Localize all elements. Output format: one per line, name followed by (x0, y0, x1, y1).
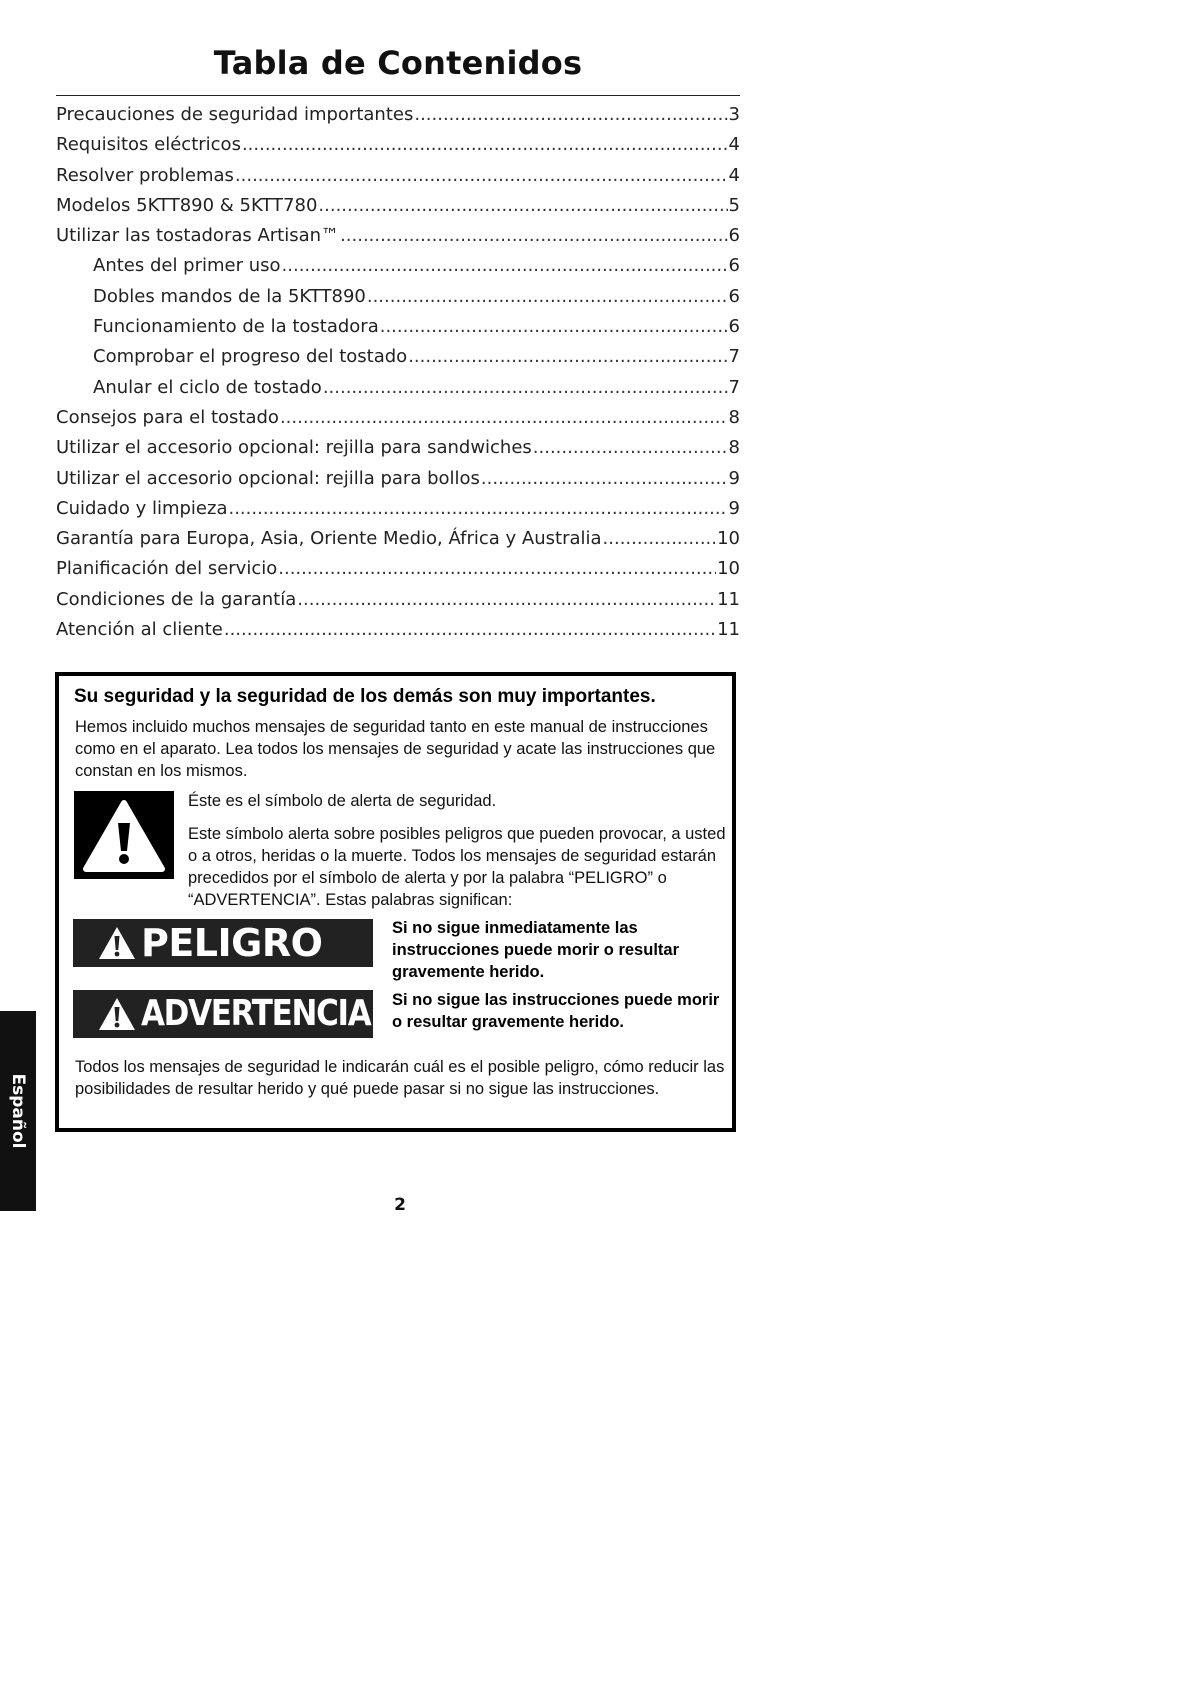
toc-entry-leader (408, 342, 727, 372)
toc-entry (56, 433, 740, 463)
table-of-contents (56, 100, 740, 645)
toc-entry (56, 464, 740, 494)
toc-entry (56, 100, 740, 130)
warning-triangle-icon (97, 996, 137, 1032)
toc-entry (56, 585, 740, 615)
toc-entry-leader (318, 191, 727, 221)
toc-entry-leader (414, 100, 727, 130)
toc-entry-label: Funcionamiento de la tostadora (93, 316, 379, 338)
toc-entry (56, 494, 740, 524)
toc-entry-label: Utilizar el accesorio opcional: rejilla para bollos (56, 467, 480, 489)
toc-entry-leader (603, 524, 717, 554)
toc-entry-label: Planificación del servicio (56, 558, 278, 580)
toc-entry-leader (533, 433, 728, 463)
toc-entry-label: Condiciones de la garantía (56, 588, 297, 610)
toc-entry (56, 221, 740, 251)
toc-entry-label: Precauciones de seguridad importantes (56, 104, 414, 125)
safety-alert-symbol-icon (74, 791, 174, 879)
toc-entry-page: 10 (717, 528, 740, 550)
toc-entry-leader (228, 494, 727, 524)
safety-footer-text: Todos los mensajes de seguridad le indicarán cuál es el posible peligro, cómo reducir las posibilidades de resultar herido y qué puede pasar si no sigue las instrucciones. (75, 1058, 725, 1098)
toc-entry-page: 6 (728, 285, 740, 307)
toc-entry-page: 11 (717, 619, 740, 641)
toc-entry-leader (367, 282, 728, 312)
safety-heading: Su seguridad y la seguridad de los demás son muy importantes. (74, 686, 656, 707)
alert-symbol-description: Este símbolo alerta sobre posibles peligros que pueden provocar, a usted o a otros, heridas o la muerte. Todos los mensajes de seguridad estarán precedidos por el símbolo de alerta y por la palabra “PELIGRO” o “ADVERTENCIA”. Estas palabras significan: (188, 825, 726, 909)
toc-entry (56, 615, 740, 645)
toc-entry-page: 9 (728, 467, 740, 489)
toc-entry-label: Garantía para Europa, Asia, Oriente Medio, África y Australia (56, 528, 602, 550)
toc-entry (56, 161, 740, 191)
toc-entry-page: 8 (728, 437, 740, 459)
toc-entry-label: Requisitos eléctricos (56, 134, 241, 156)
toc-entry-label: Modelos 5KTT890 & 5KTT780 (56, 194, 318, 216)
toc-entry (56, 130, 740, 160)
toc-entry-leader (224, 615, 716, 645)
toc-entry-label: Utilizar las tostadoras Artisan™ (56, 225, 340, 247)
toc-entry-page: 4 (728, 134, 740, 156)
toc-entry-label: Antes del primer uso (93, 255, 281, 277)
alert-symbol-caption: Éste es el símbolo de alerta de seguridad. (188, 792, 497, 810)
toc-entry-label: Dobles mandos de la 5KTT890 (93, 285, 366, 307)
toc-entry-page: 7 (728, 376, 740, 398)
toc-entry-page: 10 (717, 558, 740, 580)
toc-entry-leader (235, 161, 728, 191)
language-tab (0, 1011, 36, 1211)
toc-entry (56, 554, 740, 584)
toc-entry-page: 3 (728, 104, 740, 125)
toc-entry (56, 342, 740, 372)
danger-signal-word: PELIGRO (141, 921, 323, 965)
toc-entry-leader (242, 130, 728, 160)
warning-signal-label (73, 990, 373, 1038)
toc-entry-page: 6 (728, 316, 740, 338)
toc-entry (56, 312, 740, 342)
toc-entry-leader (380, 312, 728, 342)
toc-entry-leader (481, 464, 728, 494)
toc-entry-label: Comprobar el progreso del tostado (93, 346, 408, 368)
toc-entry (56, 403, 740, 433)
warning-triangle-icon (97, 925, 137, 961)
toc-entry-leader (323, 373, 728, 403)
toc-entry-page: 6 (728, 225, 740, 247)
toc-entry-page: 5 (728, 194, 740, 216)
danger-signal-meaning: Si no sigue inmediatamente las instrucciones puede morir o resultar gravemente herido. (392, 919, 679, 981)
danger-signal-label (73, 919, 373, 967)
toc-entry-label: Utilizar el accesorio opcional: rejilla para sandwiches (56, 437, 532, 459)
toc-entry (56, 282, 740, 312)
page-number: 2 (394, 1195, 406, 1215)
toc-entry (56, 373, 740, 403)
toc-entry-leader (280, 403, 728, 433)
toc-entry-page: 4 (728, 164, 740, 186)
toc-entry-page: 8 (728, 406, 740, 428)
toc-entry-page: 6 (728, 255, 740, 277)
toc-entry-label: Anular el ciclo de tostado (93, 376, 322, 398)
toc-entry (56, 191, 740, 221)
toc-entry-leader (340, 221, 727, 251)
toc-entry-leader (282, 251, 728, 281)
toc-entry (56, 251, 740, 281)
toc-entry-label: Resolver problemas (56, 164, 234, 186)
language-tab-label: Español (8, 1073, 28, 1149)
safety-notice-box (55, 672, 736, 1132)
toc-title: Tabla de Contenidos (213, 44, 583, 82)
safety-intro-text: Hemos incluido muchos mensajes de seguridad tanto en este manual de instrucciones como en el aparato. Lea todos los mensajes de seguridad y acate las instrucciones que constan en los mismos. (75, 718, 716, 780)
warning-signal-meaning: Si no sigue las instrucciones puede morir o resultar gravemente herido. (392, 991, 720, 1031)
toc-entry-leader (278, 554, 716, 584)
toc-title-divider (56, 95, 740, 96)
warning-signal-word: ADVERTENCIA (141, 993, 371, 1034)
toc-entry-label: Atención al cliente (56, 619, 223, 641)
toc-entry-page: 9 (728, 497, 740, 519)
toc-entry-leader (297, 585, 716, 615)
toc-entry-page: 7 (728, 346, 740, 368)
toc-entry-label: Cuidado y limpieza (56, 497, 228, 519)
toc-entry-label: Consejos para el tostado (56, 406, 279, 428)
toc-entry-page: 11 (717, 588, 740, 610)
toc-entry (56, 524, 740, 554)
